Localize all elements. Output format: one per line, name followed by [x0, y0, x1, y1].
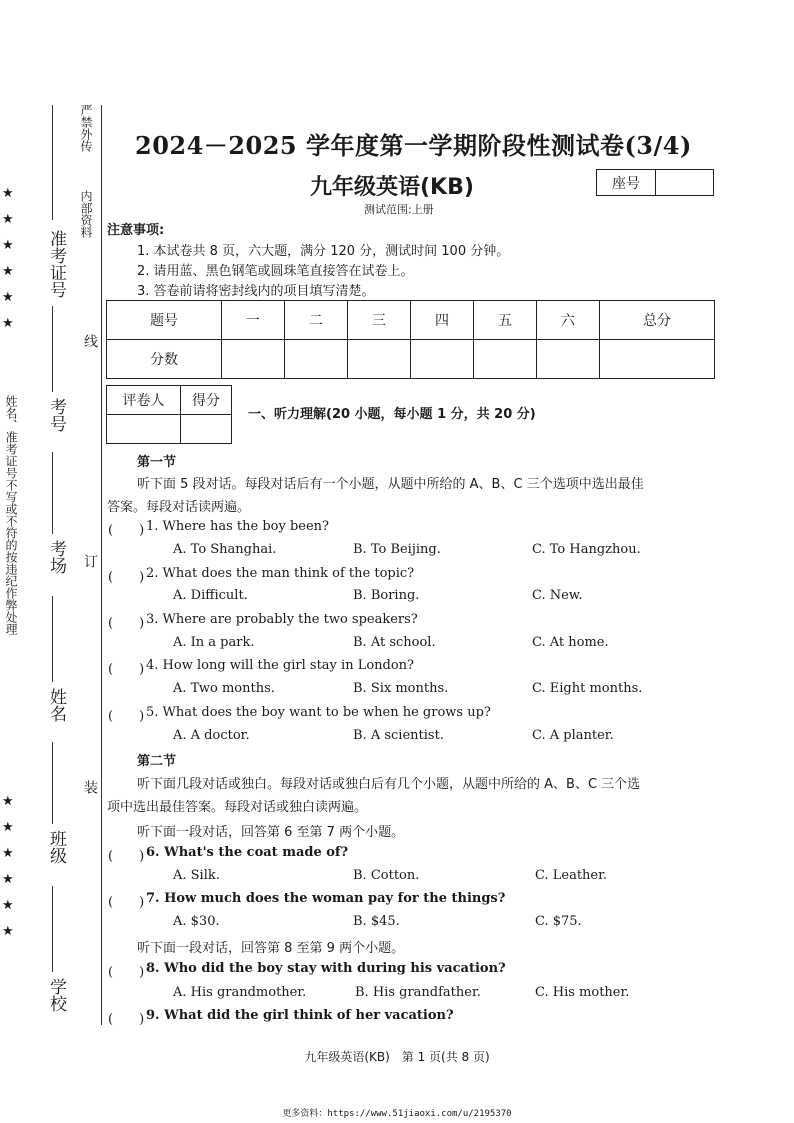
class-blank[interactable] [52, 742, 53, 824]
score-field[interactable] [473, 340, 536, 379]
star-icon: ★ [2, 186, 14, 201]
name-label: 姓名 [46, 688, 66, 722]
exam-room-label: 考场 [46, 540, 66, 574]
option-a: A. In a park. [173, 635, 255, 650]
option-b: B. Cotton. [353, 868, 420, 883]
score-field[interactable] [600, 340, 715, 379]
instruction: 听下面一段对话，回答第 6 至第 7 两个小题。 [137, 825, 405, 840]
question-text: 4. How long will the girl stay in London? [146, 658, 415, 673]
score-field[interactable] [221, 340, 284, 379]
option-a: A. Silk. [173, 868, 220, 883]
top-secret-label: 严禁外传 [79, 104, 93, 152]
internal-label: 内部资料 [79, 190, 93, 238]
table-cell: 五 [473, 301, 536, 340]
test-scope: 测试范围:上册 [364, 203, 434, 216]
answer-bracket[interactable]: ( ) [108, 965, 145, 980]
star-icon: ★ [2, 264, 14, 279]
table-cell: 总分 [600, 301, 715, 340]
question-text: 5. What does the boy want to be when he grows up? [146, 705, 491, 720]
answer-bracket[interactable]: ( ) [108, 616, 145, 631]
option-b: B. His grandfather. [355, 985, 481, 1000]
option-b: B. To Beijing. [353, 542, 441, 557]
option-c: C. A planter. [532, 728, 614, 743]
answer-bracket[interactable]: ( ) [108, 709, 145, 724]
star-icon: ★ [2, 820, 14, 835]
option-c: C. New. [532, 588, 583, 603]
option-a: A. A doctor. [173, 728, 250, 743]
question-text: 9. What did the girl think of her vacation? [146, 1008, 454, 1023]
exam-room-blank[interactable] [52, 452, 53, 534]
score-field[interactable] [537, 340, 600, 379]
star-icon: ★ [2, 238, 14, 253]
option-b: B. A scientist. [353, 728, 444, 743]
seat-number-field[interactable] [656, 170, 713, 195]
score-table-score-row [107, 340, 715, 379]
answer-bracket[interactable]: ( ) [108, 895, 145, 910]
page-footer: 九年级英语(KB) 第 1 页(共 8 页) [304, 1050, 490, 1064]
option-c: C. At home. [532, 635, 609, 650]
class-label: 班级 [46, 830, 66, 864]
table-cell: 分数 [107, 340, 222, 379]
exam-number-blank[interactable] [52, 306, 53, 392]
option-b: B. Six months. [353, 681, 449, 696]
star-icon: ★ [2, 872, 14, 887]
star-icon: ★ [2, 316, 14, 331]
section-title: 一、听力理解(20 小题，每小题 1 分，共 20 分) [248, 407, 536, 422]
table-cell: 题号 [107, 301, 222, 340]
score-table [106, 300, 715, 379]
answer-bracket[interactable]: ( ) [108, 849, 145, 864]
exam-number-label: 考号 [46, 398, 66, 432]
part2-title: 第二节 [137, 754, 177, 769]
score-table-header-row [107, 301, 715, 340]
table-cell: 六 [537, 301, 600, 340]
warning-text: 姓名、准考证号不写或不符的按违纪作弊处理 [4, 395, 18, 635]
seal-order-label: 订 [82, 554, 98, 568]
star-icon: ★ [2, 898, 14, 913]
score-field[interactable] [347, 340, 410, 379]
star-icon: ★ [2, 212, 14, 227]
seal-line-label: 线 [82, 334, 98, 348]
question-text: 2. What does the man think of the topic? [146, 566, 415, 581]
score-label: 得分 [181, 386, 232, 415]
seal-line [101, 105, 102, 1025]
table-cell: 四 [410, 301, 473, 340]
source-link[interactable]: 更多资料：https://www.51jiaoxi.com/u/2195370 [282, 1109, 512, 1119]
question-text: 7. How much does the woman pay for the things? [146, 891, 506, 906]
name-blank[interactable] [52, 596, 53, 682]
star-icon: ★ [2, 924, 14, 939]
score-value-field[interactable] [181, 415, 232, 444]
question-text: 8. Who did the boy stay with during his vacation? [146, 961, 506, 976]
option-b: B. $45. [353, 914, 400, 929]
score-field[interactable] [284, 340, 347, 379]
note-item: 3. 答卷前请将密封线内的项目填写清楚。 [137, 284, 375, 299]
seal-bind-label: 装 [82, 780, 98, 794]
table-cell: 三 [347, 301, 410, 340]
instruction: 听下面一段对话，回答第 8 至第 9 两个小题。 [137, 941, 405, 956]
seat-label: 座号 [597, 170, 656, 195]
note-item: 1. 本试卷共 8 页，六大题，满分 120 分，测试时间 100 分钟。 [137, 244, 510, 259]
table-cell: 一 [221, 301, 284, 340]
seat-box [596, 169, 714, 196]
reviewer-label: 评卷人 [107, 386, 181, 415]
star-icon: ★ [2, 794, 14, 809]
option-c: C. To Hangzhou. [532, 542, 641, 557]
option-c: C. $75. [535, 914, 582, 929]
option-b: B. At school. [353, 635, 436, 650]
option-a: A. Two months. [173, 681, 275, 696]
option-a: A. $30. [173, 914, 220, 929]
score-field[interactable] [410, 340, 473, 379]
part1-intro: 听下面 5 段对话。每段对话后有一个小题，从题中所给的 A、B、C 三个选项中选出最佳 [137, 477, 644, 492]
school-blank[interactable] [52, 886, 53, 972]
part1-title: 第一节 [137, 455, 177, 470]
option-b: B. Boring. [353, 588, 420, 603]
question-text: 1. Where has the boy been? [146, 519, 330, 534]
part2-intro: 听下面几段对话或独白。每段对话或独白后有几个小题，从题中所给的 A、B、C 三个选 [137, 777, 641, 792]
candidate-number-blank[interactable] [52, 105, 53, 220]
part1-intro: 答案。每段对话读两遍。 [107, 500, 251, 515]
subject-title: 九年级英语(KB) [310, 175, 474, 200]
option-a: A. To Shanghai. [173, 542, 277, 557]
reviewer-field[interactable] [107, 415, 181, 444]
star-icon: ★ [2, 846, 14, 861]
answer-bracket[interactable]: ( ) [108, 662, 145, 677]
part2-intro: 项中选出最佳答案。每段对话或独白读两遍。 [107, 800, 368, 815]
grader-table [106, 385, 232, 444]
option-c: C. Eight months. [532, 681, 643, 696]
answer-bracket[interactable]: ( ) [108, 570, 145, 585]
answer-bracket[interactable]: ( ) [108, 1012, 145, 1027]
question-text: 6. What's the coat made of? [146, 845, 349, 860]
candidate-number-label: 准考证号 [46, 230, 66, 298]
star-icon: ★ [2, 290, 14, 305]
notes-heading: 注意事项: [107, 223, 165, 238]
answer-bracket[interactable]: ( ) [108, 523, 145, 538]
table-cell: 二 [284, 301, 347, 340]
option-c: C. Leather. [535, 868, 608, 883]
note-item: 2. 请用蓝、黑色钢笔或圆珠笔直接答在试卷上。 [137, 264, 414, 279]
option-a: A. Difficult. [173, 588, 248, 603]
option-a: A. His grandmother. [173, 985, 307, 1000]
question-text: 3. Where are probably the two speakers? [146, 612, 418, 627]
school-label: 学校 [46, 978, 66, 1012]
option-c: C. His mother. [535, 985, 630, 1000]
exam-title: 2024－2025 学年度第一学期阶段性测试卷(3/4) [135, 131, 692, 160]
